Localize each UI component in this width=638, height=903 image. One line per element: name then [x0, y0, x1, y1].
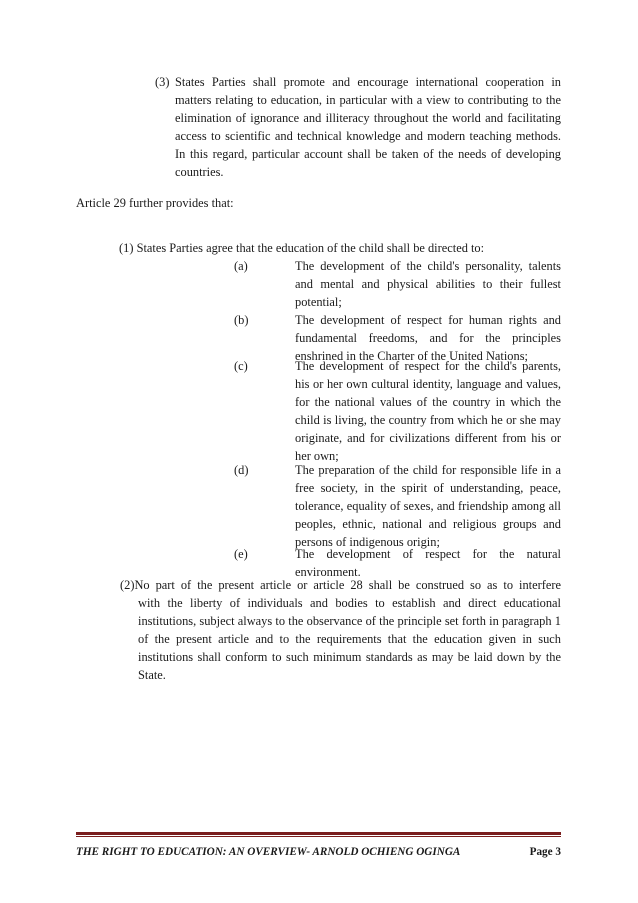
list-item-1-number: (1)	[119, 241, 134, 255]
subitem-label: (e)	[234, 547, 248, 561]
paragraph-3	[155, 73, 561, 182]
footer-rule-thin	[76, 836, 561, 837]
subitem-c	[234, 357, 561, 466]
list-item-1	[119, 239, 484, 257]
article-29-intro: Article 29 further provides that:	[76, 196, 234, 210]
subitem-label: (d)	[234, 463, 249, 477]
subitem-label: (b)	[234, 313, 249, 327]
subitem-text: The development of respect for the child's parents, his or her own cultural identity, language and values, for the national values of the country in which the child is living, the country from which he or she may originate, and for civilizations different from his or her own;	[295, 359, 561, 464]
subitem-label: (a)	[234, 259, 248, 273]
subitem-text: The development of respect for the natural environment.	[295, 547, 561, 580]
subitem-text: The development of respect for human rights and fundamental freedoms, and for the principles enshrined in the Charter of the United Nations;	[295, 313, 561, 364]
page-number: Page 3	[529, 846, 561, 858]
list-item-2	[120, 576, 561, 685]
subitem-d	[234, 461, 561, 551]
paragraph-3-number: (3)	[155, 75, 170, 89]
list-item-1-text: States Parties agree that the education of the child shall be directed to:	[136, 241, 485, 255]
list-item-2-text: with the liberty of individuals and bodies to establish and direct educational institutions, subject always to the observance of the principle set forth in paragraph 1 of the present article and to the requirements that the education given in such institutions shall conform to such minimum standards as may be laid down by the State.	[138, 596, 561, 683]
footer-rule-thick	[76, 832, 561, 835]
subitem-text: The development of the child's personality, talents and mental and physical abilities to their fullest potential;	[295, 259, 561, 310]
paragraph-3-text: States Parties shall promote and encourage international cooperation in matters relating to education, in particular with a view to contributing to the elimination of ignorance and illiteracy throughout the world and facilitating access to scientific and technical knowledge and modern teaching methods. In this regard, particular account shall be taken of the needs of developing countries.	[175, 75, 561, 180]
subitem-a	[234, 257, 561, 311]
list-item-2-first-line: (2)No part of the present article or article 28 shall be construed so as to interfere	[120, 578, 561, 592]
subitem-text: The preparation of the child for responsible life in a free society, in the spirit of understanding, peace, tolerance, equality of sexes, and friendship among all peoples, ethnic, national and religious groups and persons of indigenous origin;	[295, 463, 561, 550]
subitem-label: (c)	[234, 359, 248, 373]
footer-title: THE RIGHT TO EDUCATION: AN OVERVIEW- ARNOLD OCHIENG OGINGA	[76, 846, 461, 858]
